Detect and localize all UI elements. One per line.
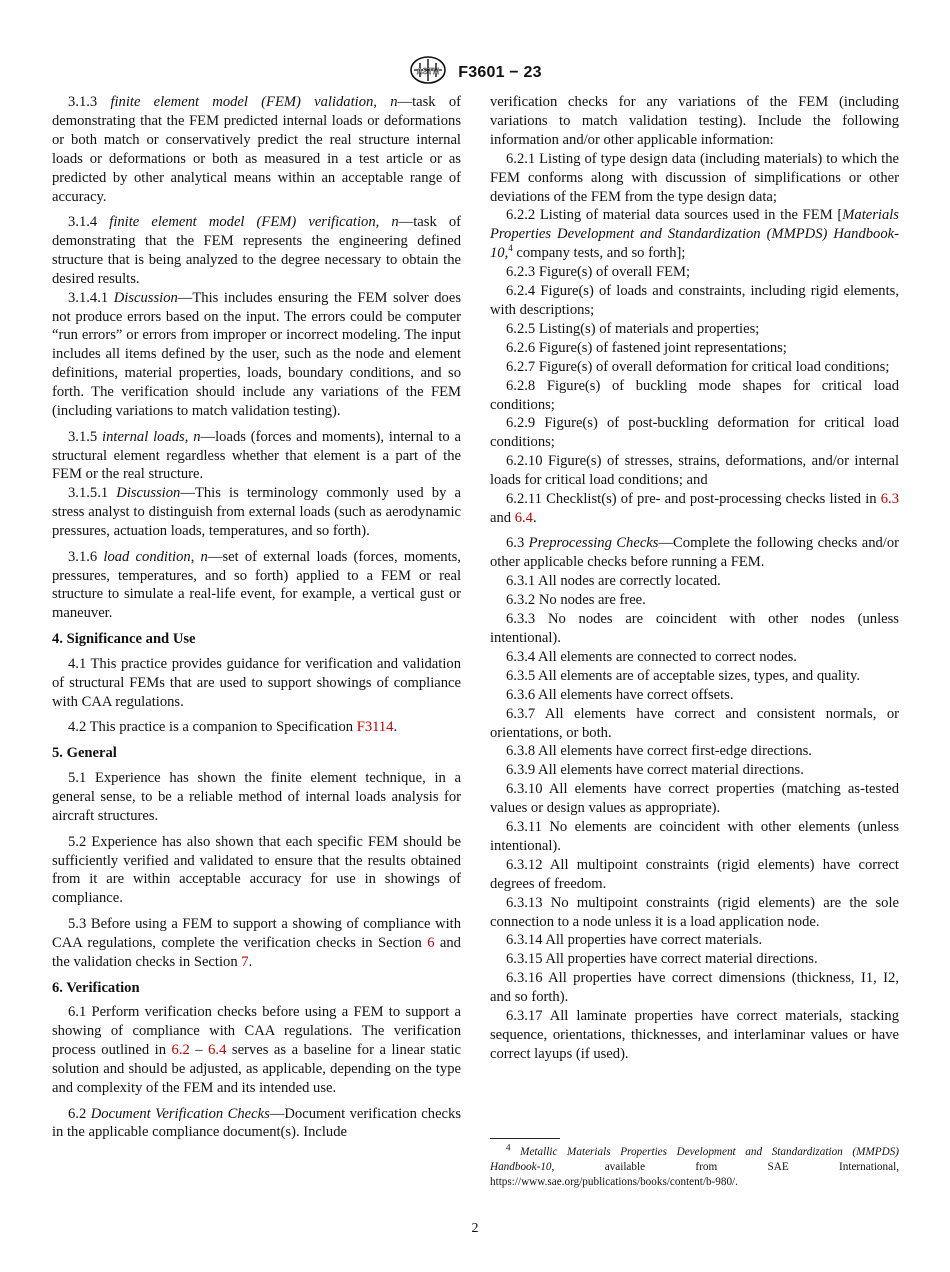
- link-6-4[interactable]: 6.4: [514, 509, 533, 526]
- footnote-divider: [490, 1138, 560, 1139]
- clause-6-3-9: 6.3.9 All elements have correct material directions.: [506, 762, 804, 779]
- clause-6-3-15: 6.3.15 All properties have correct material directions.: [506, 951, 818, 968]
- link-section-7[interactable]: 7: [241, 953, 249, 970]
- clause-6-3-8: 6.3.8 All elements have correct first-edge directions.: [506, 743, 812, 760]
- link-f3114[interactable]: F3114: [356, 719, 394, 736]
- standard-designation: F3601 − 23: [458, 63, 542, 81]
- clause-6-1: 6.1 Perform verification checks before using a FEM to support a showing of compliance with CAA regulations. The verification process outlined in 6.2 – 6.4 serves as a baseline for a linear static solution and should be adjusted, as applicable, depending on the type and complexity of the FEM and its intended use.: [52, 1004, 461, 1097]
- clause-6-2-5: 6.2.5 Listing(s) of materials and properties;: [506, 320, 760, 337]
- section-heading-6: 6. Verification: [52, 979, 140, 996]
- clause-6-2-9: 6.2.9 Figure(s) of post-buckling deformation for critical load conditions;: [490, 415, 899, 451]
- svg-text:ASTM: ASTM: [416, 67, 440, 76]
- clause-6-3-10: 6.3.10 All elements have correct properties (matching as-tested values or design values as appropriate).: [490, 781, 899, 817]
- clause-3-1-4-1: 3.1.4.1 Discussion—This includes ensuring the FEM solver does not produce errors based on the input. The errors could be computer “run errors” or errors from improper or incorrect modeling. The input includes all items defined by the user, such as the node and element definitions, material properties, loads, boundary conditions, and so forth. The verification should include any variations of the FEM (including variations to match validation testing).: [52, 289, 461, 420]
- clause-6-2-6: 6.2.6 Figure(s) of fastened joint representations;: [506, 339, 787, 356]
- clause-5-2: 5.2 Experience has also shown that each specific FEM should be sufficiently verified and validated to ensure that the results obtained from it are within acceptable accuracy for use in showings of compliance.: [52, 833, 461, 907]
- clause-5-3: 5.3 Before using a FEM to support a showing of compliance with CAA regulations, complete the verification checks in Section 6 and the validation checks in Section 7.: [52, 915, 461, 970]
- clause-6-3-1: 6.3.1 All nodes are correctly located.: [506, 573, 721, 590]
- clause-6-3-14: 6.3.14 All properties have correct materials.: [506, 932, 763, 949]
- clause-6-3-3: 6.3.3 No nodes are coincident with other nodes (unless intentional).: [490, 611, 899, 646]
- footnote-4: $^4$ Metallic Materials Properties Development and Standardization (MMPDS) Handbook-10, available from SAE International, https://www.sae.org/publications/books/content/b-980/.: [490, 1142, 900, 1188]
- clause-6-2-2: 6.2.2 Listing of material data sources used in the FEM [Materials Properties Development and Standardization (MMPDS) Handbook-10,$^4$ company tests, and so forth];: [490, 207, 899, 262]
- right-column: [490, 93, 899, 1064]
- clause-6-3-12: 6.3.12 All multipoint constraints (rigid elements) have correct degrees of freedom.: [490, 856, 899, 892]
- link-6-3[interactable]: 6.3: [880, 491, 899, 508]
- clause-6-2-1: 6.2.1 Listing of type design data (including materials) to which the FEM conforms along with discussion of simplifications or other deviations of the FEM from the type design data;: [490, 150, 899, 205]
- clause-3-1-4: 3.1.4 finite element model (FEM) verification, n—task of demonstrating that the FEM represents the engineering defined structure that is being analyzed to the degree necessary to obtain the desired results.: [52, 214, 461, 287]
- clause-6-2-10: 6.2.10 Figure(s) of stresses, strains, deformations, and/or internal loads for critical load conditions; and: [490, 453, 899, 489]
- section-heading-4: 4. Significance and Use: [52, 631, 196, 648]
- clause-6-3-5: 6.3.5 All elements are of acceptable sizes, types, and quality.: [506, 667, 861, 684]
- clause-3-1-6: 3.1.6 load condition, n—set of external loads (forces, moments, pressures, temperatures, and so forth) applied to a FEM or real structure to simulate a real-life event, for example, a vertical gust or maneuver.: [52, 548, 461, 622]
- clause-4-1: 4.1 This practice provides guidance for verification and validation of structural FEMs that are used to support showings of compliance with CAA regulations.: [52, 656, 461, 710]
- clause-6-2-11: 6.2.11 Checklist(s) of pre- and post-processing checks listed in 6.3 and 6.4.: [490, 491, 899, 526]
- left-column: [52, 93, 461, 1142]
- section-heading-5: 5. General: [52, 745, 117, 762]
- clause-3-1-3: 3.1.3 finite element model (FEM) validation, n—task of demonstrating that the FEM predicted internal loads or deformations or both match or conservatively predict the real structure internal loads or deformations or both as measured in a test article or as predicted by other analytical means within an acceptable range of accuracy.: [52, 94, 461, 205]
- clause-6-2-3: 6.2.3 Figure(s) of overall FEM;: [506, 264, 691, 281]
- astm-logo: [408, 55, 448, 90]
- clause-6-2-7: 6.2.7 Figure(s) of overall deformation for critical load conditions;: [506, 358, 890, 375]
- link-6-2[interactable]: 6.2: [171, 1042, 190, 1059]
- clause-6-3-7: 6.3.7 All elements have correct and consistent normals, or orientations, or both.: [490, 705, 899, 741]
- clause-6-3-2: 6.3.2 No nodes are free.: [506, 592, 646, 609]
- clause-4-2: 4.2 This practice is a companion to Specification F3114.: [68, 719, 398, 736]
- clause-6-2-8: 6.2.8 Figure(s) of buckling mode shapes for critical load conditions;: [490, 377, 899, 413]
- clause-6-3-4: 6.3.4 All elements are connected to correct nodes.: [506, 648, 797, 665]
- clause-6-2: 6.2 Document Verification Checks—Document verification checks in the applicable compliance document(s). Include: [52, 1105, 461, 1141]
- clause-6-3-16: 6.3.16 All properties have correct dimensions (thickness, I1, I2, and so forth).: [490, 970, 899, 1006]
- clause-6-3-17: 6.3.17 All laminate properties have correct materials, stacking sequence, orientations, thicknesses, and interlaminar values or have correct layups (if used).: [490, 1008, 899, 1062]
- link-6-4[interactable]: 6.4: [208, 1042, 227, 1059]
- clause-6-2-continued: verification checks for any variations of the FEM (including variations to match validation testing). Include the following information and/or other applicable information:: [490, 94, 899, 148]
- clause-3-1-5: 3.1.5 internal loads, n—loads (forces and moments), internal to a structural element regardless whether that element is a part of the FEM or the real structure.: [52, 428, 462, 483]
- link-section-6[interactable]: 6: [427, 934, 435, 951]
- clause-6-3-11: 6.3.11 No elements are coincident with other elements (unless intentional).: [490, 819, 899, 854]
- clause-6-3-6: 6.3.6 All elements have correct offsets.: [506, 686, 734, 703]
- page-number: 2: [471, 1221, 479, 1236]
- clause-6-3: 6.3 Preprocessing Checks—Complete the following checks and/or other applicable checks before running a FEM.: [490, 535, 900, 571]
- clause-6-2-4: 6.2.4 Figure(s) of loads and constraints, including rigid elements, with descriptions;: [490, 283, 899, 318]
- page-header: [0, 55, 950, 85]
- clause-5-1: 5.1 Experience has shown the finite element technique, in a general sense, to be a reliable method of internal loads analysis for aircraft structures.: [52, 770, 461, 825]
- clause-3-1-5-1: 3.1.5.1 Discussion—This is terminology commonly used by a stress analyst to distinguish from external loads (such as aerodynamic pressures, actuation loads, temperatures, and so forth).: [52, 485, 461, 540]
- clause-6-3-13: 6.3.13 No multipoint constraints (rigid elements) are the sole connection to a node unless it is a load application node.: [490, 894, 899, 930]
